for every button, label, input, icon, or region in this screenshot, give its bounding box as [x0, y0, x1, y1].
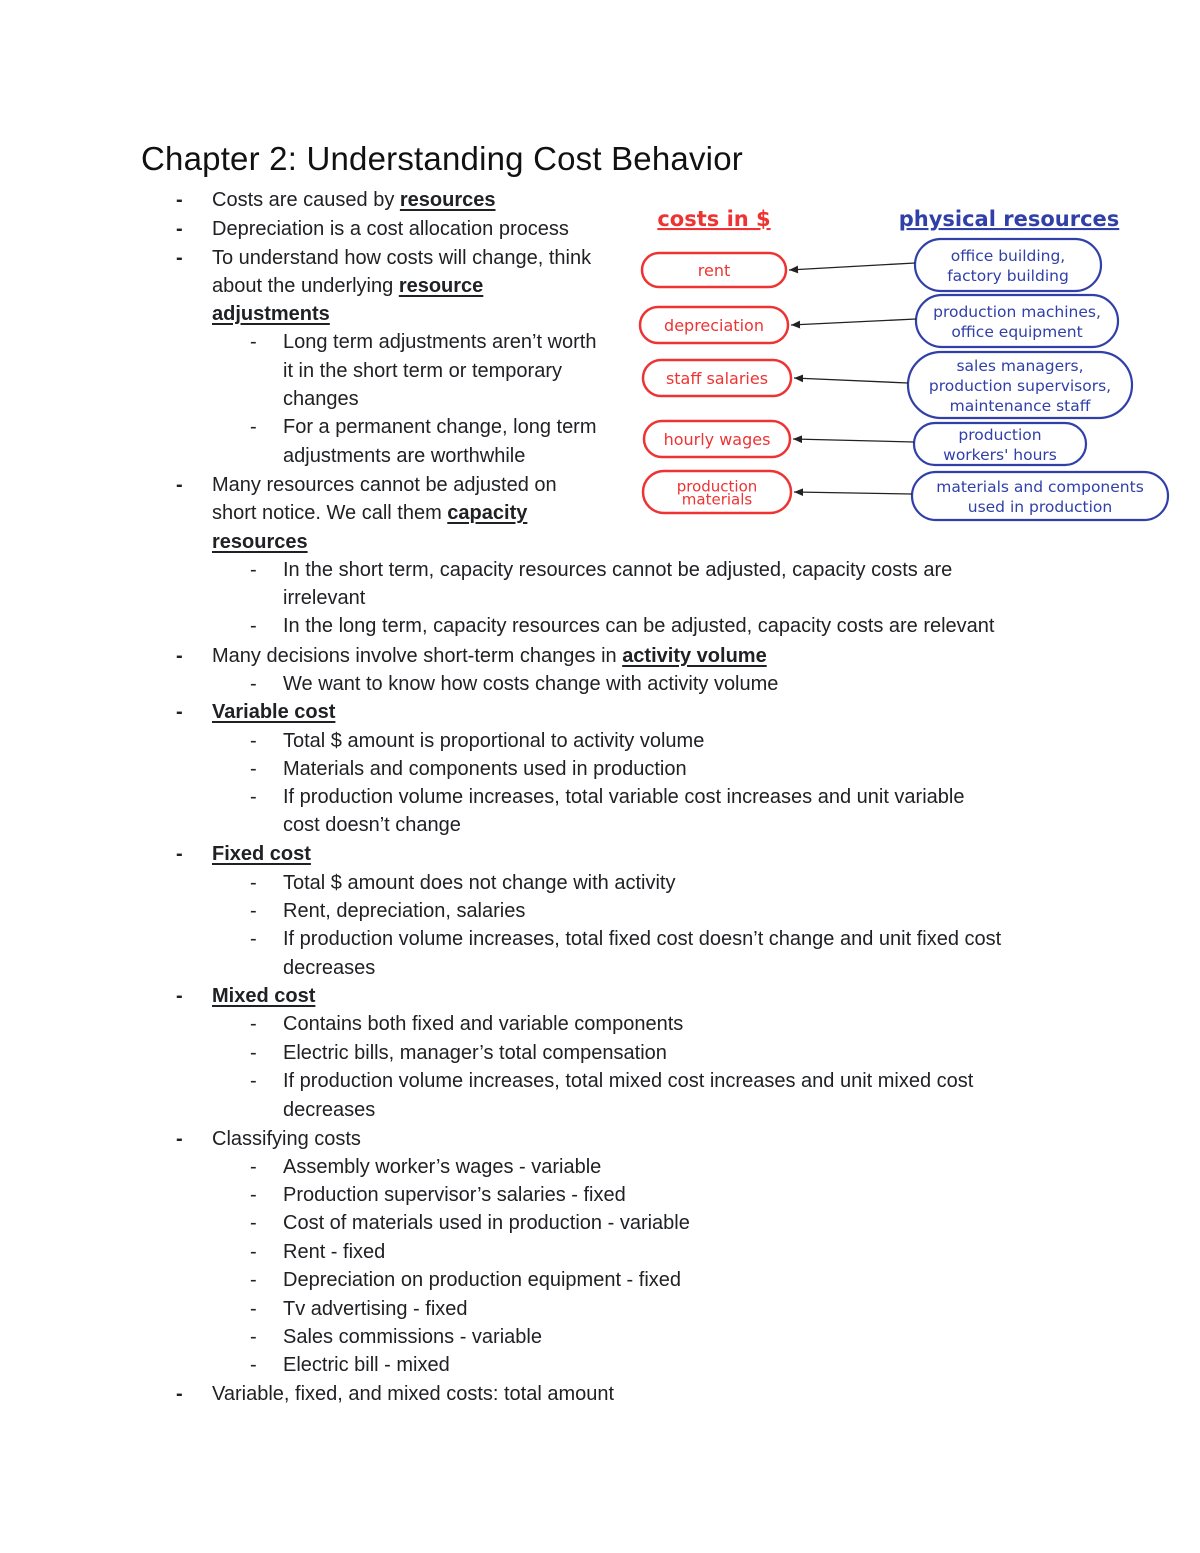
sub-bullet-continuation: decreases	[283, 957, 376, 979]
resource-label: production machines,	[933, 303, 1101, 321]
sub-bullet-continuation: adjustments are worthwhile	[283, 445, 526, 467]
bullet-text-continuation: adjustments	[212, 303, 330, 325]
arrow	[793, 439, 914, 442]
resource-label: production supervisors,	[928, 377, 1112, 395]
sub-bullet-continuation: cost doesn’t change	[283, 814, 461, 836]
arrow	[789, 263, 915, 270]
resource-label: factory building	[947, 267, 1069, 285]
resource-label: materials and components	[936, 478, 1144, 496]
bullet-text-continuation: short notice. We call them capacity	[212, 502, 528, 524]
resource-label: maintenance staff	[949, 397, 1091, 415]
bullet-text-continuation: about the underlying resource	[212, 275, 484, 297]
cost-label: materials	[681, 490, 753, 509]
costs-heading: costs in $	[657, 207, 771, 231]
arrow	[794, 378, 908, 383]
cost-label: production	[676, 477, 758, 496]
resource-label: workers' hours	[943, 446, 1057, 464]
sub-bullet-continuation: changes	[283, 388, 359, 410]
sub-bullet-continuation: it in the short term or temporary	[283, 360, 562, 382]
cost-resource-diagram	[630, 196, 1190, 536]
sub-bullet-continuation: decreases	[283, 1099, 376, 1121]
resource-label: used in production	[967, 498, 1113, 516]
arrow	[791, 319, 916, 325]
sub-bullet-continuation: irrelevant	[283, 587, 366, 609]
arrow	[794, 492, 912, 494]
resource-label: office equipment	[951, 323, 1083, 341]
cost-label: hourly wages	[663, 430, 771, 449]
resource-label: production	[958, 426, 1042, 444]
bullet-text-continuation: resources	[212, 531, 308, 553]
resource-label: office building,	[950, 247, 1066, 265]
page-title: Chapter 2: Understanding Cost Behavior	[141, 140, 743, 177]
cost-label: rent	[697, 261, 731, 280]
cost-label: staff salaries	[665, 369, 769, 388]
resource-label: sales managers,	[956, 357, 1084, 375]
cost-label: depreciation	[664, 316, 764, 335]
resources-heading: physical resources	[898, 207, 1120, 231]
